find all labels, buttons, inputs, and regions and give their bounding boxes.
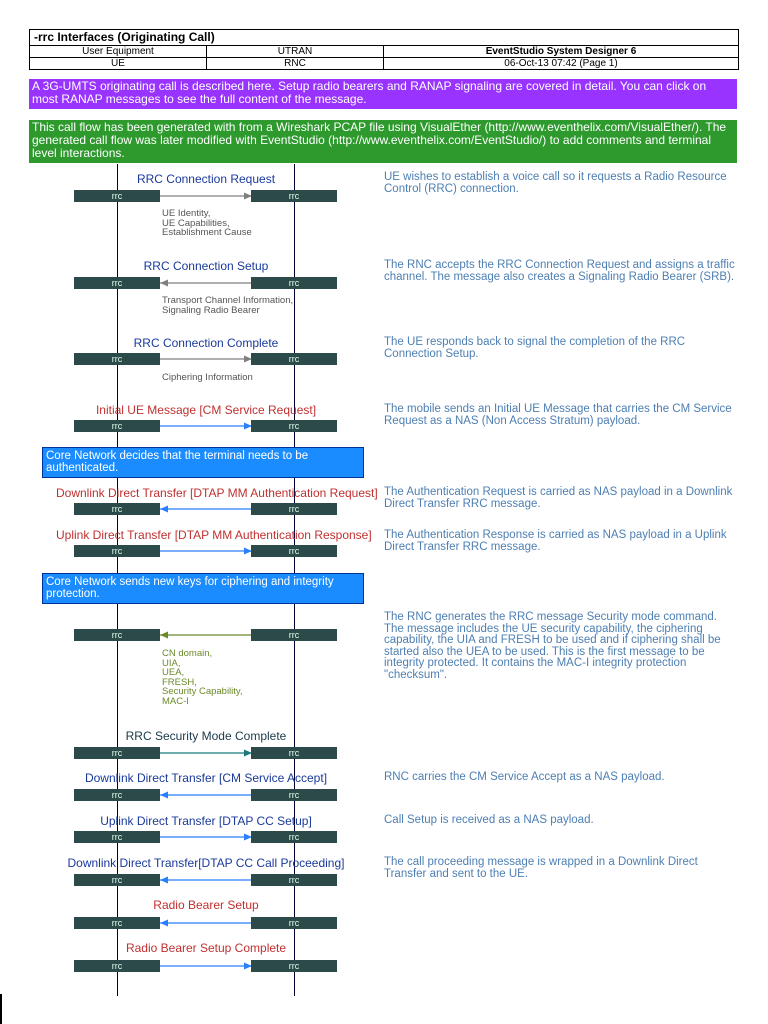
message-label: RRC Security Mode Complete [125, 729, 287, 743]
message-label: Radio Bearer Setup [153, 898, 259, 912]
message-description: The UE responds back to signal the completion of the RRC Connection Setup. [384, 336, 686, 360]
arrowhead-left-icon [160, 280, 168, 287]
arrowhead-left-icon [160, 792, 168, 799]
header-row-names [30, 46, 738, 58]
rnc-rrc-box: rrc [251, 190, 337, 202]
ue-rrc-box: rrc [74, 960, 160, 972]
arrowhead-left-icon [160, 920, 168, 927]
rnc-rrc-box: rrc [251, 960, 337, 972]
page-corner-mark [0, 994, 2, 1024]
rnc-rrc-box: rrc [251, 747, 337, 759]
ue-rrc-box: rrc [74, 789, 160, 801]
ue-rrc-box: rrc [74, 503, 160, 515]
ue-rrc-box: rrc [74, 277, 160, 289]
ue-rrc-box: rrc [74, 874, 160, 886]
message-description: Call Setup is received as a NAS payload. [384, 814, 594, 826]
message-label: RRC Connection Request [136, 172, 276, 186]
rnc-rrc-box: rrc [251, 917, 337, 929]
arrowhead-left-icon [160, 506, 168, 513]
date-page: 06-Oct-13 07:42 (Page 1) [504, 58, 618, 69]
ue-rrc-box: rrc [74, 831, 160, 843]
arrowhead-left-icon [160, 632, 168, 639]
intro-banner: A 3G-UMTS originating call is described here. Setup radio bearers and RANAP signaling are covered in detail. You can click on most RANAP messages to see the full content of the message. [29, 79, 737, 109]
tool-name: EventStudio System Designer 6 [485, 46, 637, 57]
message-description: RNC carries the CM Service Accept as a NAS payload. [384, 771, 665, 783]
message-label: Uplink Direct Transfer [DTAP MM Authentication Response] [56, 528, 372, 542]
ue-rrc-box: rrc [74, 917, 160, 929]
message-label: Downlink Direct Transfer [CM Service Accept] [84, 771, 328, 785]
ue-rrc-box: rrc [74, 545, 160, 557]
message-label: RRC Connection Complete [133, 336, 279, 350]
entity-rnc-id: RNC [207, 58, 384, 69]
ue-rrc-box: rrc [74, 629, 160, 641]
ue-rrc-box: rrc [74, 190, 160, 202]
generation-banner: This call flow has been generated with from a Wireshark PCAP file using VisualEther (http://www.eventhelix.com/VisualEther/). The generated call flow was later modified with EventStudio (http://www.eventhelix.com/EventStudio/) to add comments and terminal level interactions. [29, 120, 737, 163]
message-description: The mobile sends an Initial UE Message that carries the CM Service Request as a NAS (Non Access Stratum) payload. [384, 403, 732, 427]
entity-ue-name: User Equipment [30, 46, 207, 57]
ue-rrc-box: rrc [74, 747, 160, 759]
rnc-rrc-box: rrc [251, 353, 337, 365]
rnc-rrc-box: rrc [251, 874, 337, 886]
message-label: Downlink Direct Transfer [DTAP MM Authentication Request] [56, 486, 378, 500]
message-label: RRC Connection Setup [143, 259, 269, 273]
message-label: Uplink Direct Transfer [DTAP CC Setup] [100, 814, 312, 828]
entity-utran-name: UTRAN [207, 46, 384, 57]
rnc-rrc-box: rrc [251, 503, 337, 515]
rnc-rrc-box: rrc [251, 420, 337, 432]
header-table [29, 29, 739, 70]
message-description: The Authentication Request is carried as NAS payload in a Downlink Direct Transfer RRC message. [384, 486, 733, 510]
diagram-title: -rrc Interfaces (Originating Call) [30, 30, 738, 46]
ue-rrc-box: rrc [74, 420, 160, 432]
rnc-rrc-box: rrc [251, 277, 337, 289]
message-label: Downlink Direct Transfer[DTAP CC Call Proceeding] [67, 856, 345, 870]
message-parameters: UE Identity, UE Capabilities, Establishment Cause [162, 208, 252, 238]
entity-ue-id: UE [30, 58, 207, 69]
message-parameters: Transport Channel Information, Signaling Radio Bearer [162, 295, 294, 316]
header-row-ids [30, 58, 738, 69]
message-parameters: Ciphering Information [162, 372, 253, 383]
message-label: Initial UE Message [CM Service Request] [95, 403, 317, 417]
message-parameters: CN domain, UIA, UEA, FRESH, Security Capability, MAC-I [162, 648, 243, 707]
ue-rrc-box: rrc [74, 353, 160, 365]
message-description: The call proceeding message is wrapped in a Downlink Direct Transfer and sent to the UE. [384, 856, 698, 880]
rnc-rrc-box: rrc [251, 789, 337, 801]
message-description: UE wishes to establish a voice call so it requests a Radio Resource Control (RRC) connection. [384, 171, 727, 195]
rnc-rrc-box: rrc [251, 629, 337, 641]
message-description: The Authentication Response is carried as NAS payload in a Uplink Direct Transfer RRC message. [384, 529, 727, 553]
core-network-keys-note: Core Network sends new keys for ciphering and integrity protection. [42, 573, 364, 604]
core-network-auth-note: Core Network decides that the terminal needs to be authenticated. [42, 447, 364, 478]
rnc-rrc-box: rrc [251, 831, 337, 843]
message-description: The RNC accepts the RRC Connection Request and assigns a traffic channel. The message also creates a Signaling Radio Bearer (SRB). [384, 259, 735, 283]
message-description: The RNC generates the RRC message Security mode command. The message includes the UE security capability, the ciphering capability, the UIA and FRESH to be used and if ciphering shall be started also the UEA to be used. This is the first message to be integrity protected. It contains the MAC-I integrity protection "checksum". [384, 611, 721, 681]
message-label: Radio Bearer Setup Complete [125, 941, 287, 955]
arrowhead-left-icon [160, 877, 168, 884]
rnc-rrc-box: rrc [251, 545, 337, 557]
